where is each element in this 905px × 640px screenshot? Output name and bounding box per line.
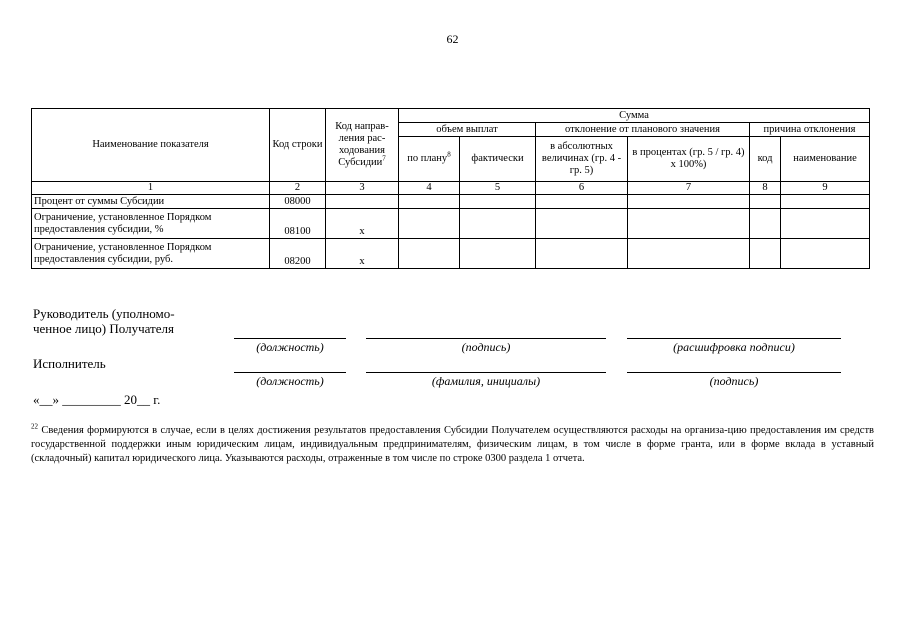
row-direction: x [326, 209, 399, 239]
row-name: Ограничение, установленное Порядком предоставления субсидии, % [32, 209, 270, 239]
executor-signature-line[interactable] [627, 372, 841, 373]
cell[interactable] [628, 195, 750, 209]
row-direction [326, 195, 399, 209]
cell[interactable] [536, 209, 628, 239]
cell[interactable] [750, 209, 781, 239]
date-line[interactable]: «__» _________ 20__ г. [33, 392, 161, 407]
cell[interactable] [750, 239, 781, 269]
table-row [32, 209, 870, 239]
row-code: 08200 [270, 239, 326, 269]
cell[interactable] [399, 195, 460, 209]
head-position-line[interactable] [234, 338, 346, 339]
executor-position-line[interactable] [234, 372, 346, 373]
row-direction: x [326, 239, 399, 269]
cell[interactable] [628, 209, 750, 239]
column-number: 2 [270, 182, 326, 195]
header-sum: Сумма [399, 109, 870, 123]
header-code: код [750, 137, 781, 182]
table-row [32, 195, 870, 209]
header-percent: в процентах (гр. 5 / гр. 4) x 100%) [628, 137, 750, 182]
executor-caption-signature: (подпись) [709, 374, 759, 388]
header-name: Наименование показателя [32, 109, 270, 182]
cell[interactable] [628, 239, 750, 269]
header-absolute: в абсолютных величинах (гр. 4 - гр. 5) [536, 137, 628, 182]
column-number: 8 [750, 182, 781, 195]
column-number: 9 [781, 182, 870, 195]
column-number: 1 [32, 182, 270, 195]
header-deviation: отклонение от планового значения [536, 123, 750, 137]
head-label: Руководитель (уполномо-ченное лицо) Получателя [33, 306, 175, 336]
head-caption-decoding: (расшифровка подписи) [673, 340, 795, 354]
report-table [31, 108, 870, 269]
cell[interactable] [781, 209, 870, 239]
executor-label: Исполнитель [33, 356, 106, 371]
head-decoding-line[interactable] [627, 338, 841, 339]
row-code: 08000 [270, 195, 326, 209]
cell[interactable] [536, 239, 628, 269]
cell[interactable] [460, 239, 536, 269]
header-direction-code: Код направ-ления рас-ходования Субсидии$^7$ [326, 109, 399, 182]
header-reason-name: наименование [781, 137, 870, 182]
row-code: 08100 [270, 209, 326, 239]
head-caption-position: (должность) [256, 340, 324, 354]
column-number: 4 [399, 182, 460, 195]
column-number: 6 [536, 182, 628, 195]
executor-caption-name: (фамилия, инициалы) [431, 374, 541, 388]
head-caption-signature: (подпись) [461, 340, 511, 354]
page-number: 62 [446, 32, 459, 46]
cell[interactable] [460, 209, 536, 239]
footnote-text: Сведения формируются в случае, если в целях достижения результатов предоставления Субсидии Получателем осуществляются расходы на организа-цию предоставления им средств государственной поддержки иным юридическим лицам, индивидуальным предпринимателям, физическим лицам, в том числе в форме гранта, или в форме вклада в уставный (складочный) капитал юридического лица. Указываются расходы, отраженные в том числе по строке 0300 раздела 1 отчета. [31, 425, 875, 464]
row-name: Ограничение, установленное Порядком предоставления субсидии, руб. [32, 239, 270, 269]
table-row [32, 239, 870, 269]
header-by-plan: по плану$^8$ [399, 137, 460, 182]
executor-name-line[interactable] [366, 372, 606, 373]
cell[interactable] [536, 195, 628, 209]
header-payments-volume: объем выплат [399, 123, 536, 137]
footnote [31, 424, 874, 466]
cell[interactable] [399, 239, 460, 269]
cell[interactable] [399, 209, 460, 239]
column-number: 3 [326, 182, 399, 195]
header-line-code: Код строки [270, 109, 326, 182]
cell[interactable] [460, 195, 536, 209]
column-number: 5 [460, 182, 536, 195]
footnote-number: 22 [31, 422, 38, 431]
header-deviation-reason: причина отклонения [750, 123, 870, 137]
column-number: 7 [628, 182, 750, 195]
head-signature-line[interactable] [366, 338, 606, 339]
cell[interactable] [781, 239, 870, 269]
cell[interactable] [781, 195, 870, 209]
executor-caption-position: (должность) [256, 374, 324, 388]
row-name: Процент от суммы Субсидии [32, 195, 270, 209]
header-actual: фактически [460, 137, 536, 182]
cell[interactable] [750, 195, 781, 209]
